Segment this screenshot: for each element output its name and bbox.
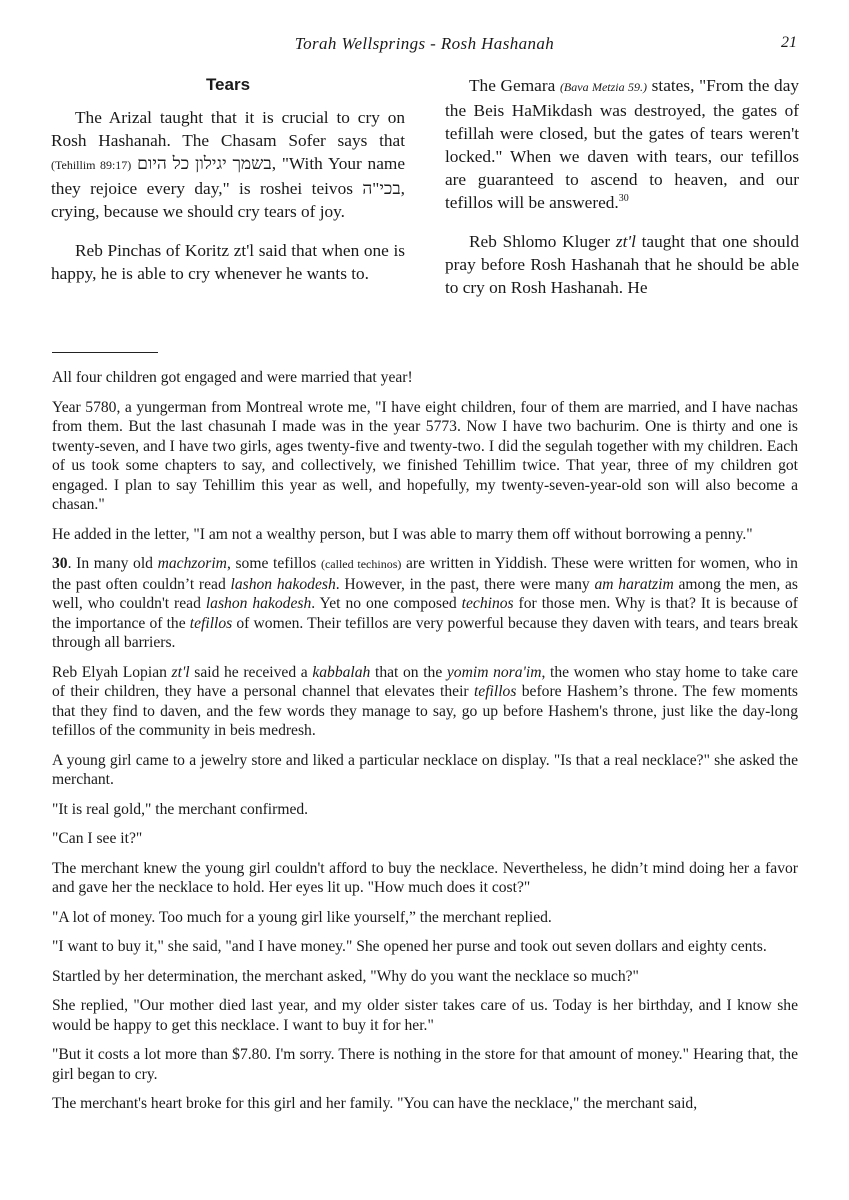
footnote-paragraph: "A lot of money. Too much for a young girl like yourself,” the merchant replied.	[52, 908, 552, 926]
right-column	[445, 74, 799, 299]
footnote-paragraph: "But it costs a lot more than $7.80. I'm sorry. There is nothing in the store for that amount of money." Hearing that, the girl began to cry.	[52, 1046, 798, 1083]
text-small: (called techinos)	[320, 557, 402, 571]
footnote-divider	[52, 352, 158, 353]
page-number: 21	[781, 34, 797, 51]
paragraph-gemara	[445, 74, 799, 214]
text: for those men. Why is that? It is because of the importance of the	[52, 595, 798, 632]
footnote-paragraph: She replied, "Our mother died last year, and my older sister takes care of us. Today is her birthday, and I know she would be happy to get this necklace. I want to buy it for her."	[52, 997, 798, 1034]
footnote-paragraph: The merchant knew the young girl couldn't afford to buy the necklace. Nevertheless, he didn’t mind doing her a favor and gave her the necklace to hold. Her eyes lit up. "How much does it cost?"	[52, 859, 798, 896]
footnote-paragraph: "It is real gold," the merchant confirmed.	[52, 800, 309, 818]
text-italic: am haratzim	[594, 575, 674, 593]
footnote-paragraph: Year 5780, a yungerman from Montreal wrote me, "I have eight children, four of them are married, and I have nachas from them. But the last chasunah I made was in the year 5773. Now I have two bachurim. One is thirty and one is twenty-seven, and I have two girls, ages twenty-five and twenty-two. I did the segulah together with my children. Each of us took some chapters to say, and collectively, we finished Tehillim twice. That year, three of my children got engaged. I plan to say Tehillim this year as well, and hopefully, my twenty-seven-year-old son will also become a chasan."	[52, 398, 798, 513]
text: are written in Yiddish. These were written for women, who in the past often couldn’t read	[52, 555, 798, 593]
text: Reb Shlomo Kluger	[469, 232, 616, 251]
section-heading: Tears	[205, 75, 251, 94]
footnote-paragraph: A young girl came to a jewelry store and liked a particular necklace on display. "Is that a real necklace?" she asked the merchant.	[52, 751, 798, 788]
text: The Arizal taught that it is crucial to cry on Rosh Hashanah. The Chasam Sofer says that	[51, 108, 405, 150]
footnote-number: 30	[52, 555, 68, 572]
citation: (Tehillim 89:17)	[51, 158, 132, 172]
text: . Yet no one composed	[311, 595, 462, 612]
hebrew-acronym: בכי"ה	[362, 179, 401, 198]
text: that on the	[370, 663, 447, 681]
paragraph-kluger	[445, 230, 799, 299]
footnote-paragraph: "Can I see it?"	[52, 830, 143, 847]
text: The Gemara	[469, 76, 560, 95]
footnote-paragraph	[52, 663, 798, 741]
running-header	[52, 34, 797, 58]
footnote-paragraph: He added in the letter, "I am not a wealthy person, but I was able to marry them off without borrowing a penny."	[52, 525, 753, 543]
text: said he received a	[189, 663, 313, 681]
text-italic: techinos	[461, 595, 514, 612]
text: of women. Their tefillos are very powerful because they daven with tears, and tears break through all barriers.	[52, 614, 799, 651]
text: among the men, as well, who couldn't read	[52, 575, 798, 612]
footnote-paragraph: "I want to buy it," she said, "and I have money." She opened her purse and took out seven dollars and eighty cents.	[52, 938, 767, 955]
paragraph-koritz: Reb Pinchas of Koritz zt'l said that when one is happy, he is able to cry whenever he wants to.	[51, 241, 405, 283]
text: Reb Elyah Lopian	[52, 663, 172, 681]
text: , crying, because we should cry tears of joy.	[51, 179, 405, 221]
footnote-paragraph: The merchant's heart broke for this girl and her family. "You can have the necklace," the merchant said,	[52, 1095, 698, 1112]
text: states, "From the day the Beis HaMikdash was destroyed, the gates of tefillah were closed, but the gates of tears weren't locked." When we daven with tears, our tefillos are guaranteed to ascend to heaven, and our tefillos will be answered.	[445, 76, 800, 212]
book-title: Torah Wellsprings - Rosh Hashanah	[294, 34, 555, 53]
text: taught that one should pray before Rosh Hashanah that he should be able to cry on Rosh Hashanah. He	[445, 232, 800, 297]
text: , some tefillos	[226, 555, 321, 572]
text: . However, in the past, there were many	[335, 575, 595, 593]
text-italic: tefillos	[189, 614, 233, 632]
left-column	[51, 74, 405, 285]
footnote-paragraph: All four children got engaged and were married that year!	[52, 369, 413, 386]
text: before Hashem’s throne. The few moments that they find to daven, and the few words they manage to say, go up before Hashem's throne, just like the day-long tefillos of the community in beis medresh.	[52, 683, 798, 739]
text: . In many old	[67, 555, 158, 572]
footnote-ref: 30	[618, 193, 629, 205]
text-italic: lashon hakodesh	[230, 575, 336, 593]
text: , the women who stay home to take care of their children, they have a personal channel that elevates their	[52, 663, 799, 700]
text-italic: zt'l	[171, 663, 190, 681]
text-italic: lashon hakodesh	[205, 595, 312, 612]
footnote-paragraph: Startled by her determination, the merchant asked, "Why do you want the necklace so much?"	[52, 967, 639, 985]
text-italic: kabbalah	[312, 663, 371, 681]
text: , "With Your name they rejoice every day," is roshei teivos	[51, 154, 405, 198]
paragraph-arizal	[51, 106, 405, 223]
text-italic: tefillos	[473, 683, 517, 700]
footnote-30	[52, 554, 798, 653]
footnotes	[52, 368, 798, 1124]
text-italic: zt'l	[615, 232, 636, 251]
text-italic: yomim nora'im	[446, 663, 542, 681]
hebrew-verse: בשמך יגילון כל היום	[137, 154, 272, 173]
citation: (Bava Metzia 59.)	[559, 80, 647, 94]
text-italic: machzorim	[157, 555, 227, 572]
